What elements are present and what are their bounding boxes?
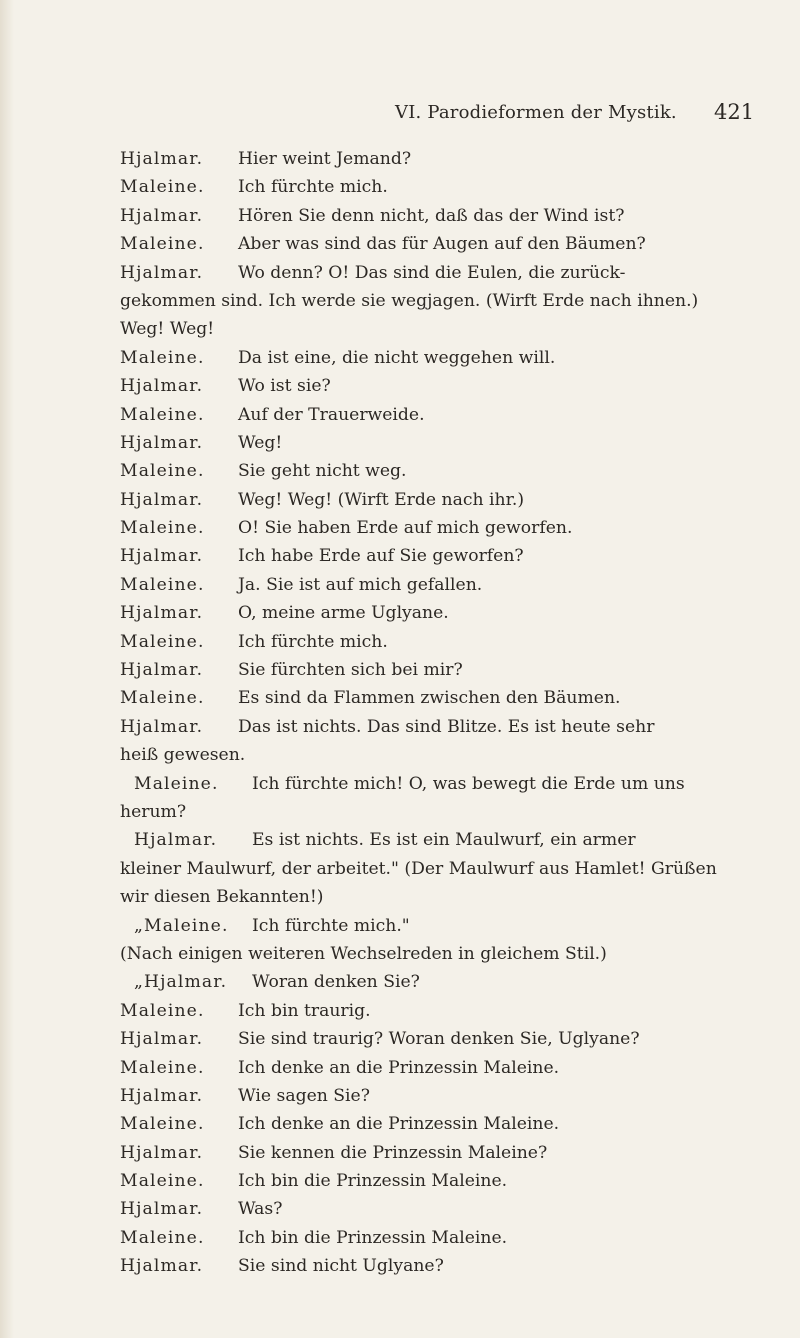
line-text: Ich bin traurig.	[238, 1000, 371, 1021]
running-head: VI. Parodieformen der Mystik.	[395, 102, 677, 123]
speaker-name: Hjalmar.	[120, 716, 204, 737]
speaker-name: Maleine.	[120, 347, 205, 368]
line-text: kleiner Maulwurf, der arbeitet." (Der Maulwurf aus Hamlet! Grüßen	[120, 858, 717, 879]
line-text: Ich habe Erde auf Sie geworfen?	[238, 546, 524, 567]
text-line	[120, 713, 720, 741]
text-line	[120, 770, 720, 798]
speaker-name: Hjalmar.	[120, 660, 204, 681]
speaker-name: Maleine.	[120, 404, 205, 425]
text-line	[120, 457, 720, 485]
speaker-name: Hjalmar.	[120, 1085, 204, 1106]
text-line	[120, 372, 720, 400]
line-text: O, meine arme Uglyane.	[238, 603, 449, 624]
text-line	[120, 571, 720, 599]
speaker-name: Maleine.	[120, 688, 205, 709]
speaker-name: Hjalmar.	[120, 603, 204, 624]
line-text: Was?	[238, 1199, 283, 1220]
line-text: Da ist eine, die nicht weggehen will.	[238, 347, 556, 368]
text-line	[120, 486, 720, 514]
line-text: Hier weint Jemand?	[238, 149, 412, 169]
speaker-name: „Maleine.	[134, 915, 229, 936]
text-line	[120, 514, 720, 542]
line-text: Auf der Trauerweide.	[238, 404, 425, 425]
speaker-name: Maleine.	[120, 1057, 205, 1078]
line-text: O! Sie haben Erde auf mich geworfen.	[238, 518, 573, 539]
speaker-name: Hjalmar.	[134, 830, 218, 851]
text-line	[120, 741, 720, 769]
line-text: herum?	[120, 801, 187, 822]
line-text: Ich bin die Prinzessin Maleine.	[238, 1171, 508, 1192]
line-text: Es ist nichts. Es ist ein Maulwurf, ein armer	[252, 830, 636, 851]
line-text: heiß gewesen.	[120, 745, 246, 766]
text-line	[120, 173, 720, 201]
text-line	[120, 1025, 720, 1053]
speaker-name: Hjalmar.	[120, 432, 204, 453]
line-text: Ich fürchte mich."	[252, 915, 410, 936]
line-text: Ja. Sie ist auf mich gefallen.	[238, 574, 483, 595]
speaker-name: Maleine.	[120, 1114, 205, 1135]
text-line	[120, 1167, 720, 1195]
text-line	[120, 855, 720, 883]
line-text: gekommen sind. Ich werde sie wegjagen. (Wirft Erde nach ihnen.)	[120, 290, 699, 311]
speaker-name: Maleine.	[120, 1171, 205, 1192]
page-edge-shadow	[0, 0, 14, 1338]
text-line	[120, 883, 720, 911]
text-line	[120, 997, 720, 1025]
speaker-name: Maleine.	[120, 234, 205, 255]
line-text: Sie fürchten sich bei mir?	[238, 660, 463, 681]
line-text: Sie sind traurig? Woran denken Sie, Uglyane?	[238, 1029, 640, 1050]
text-line	[120, 542, 720, 570]
line-text: Wo denn? O! Das sind die Eulen, die zurück-	[238, 262, 626, 283]
text-line	[120, 684, 720, 712]
line-text: Weg! Weg! (Wirft Erde nach ihr.)	[238, 489, 525, 510]
text-line	[120, 1054, 720, 1082]
line-text: Ich fürchte mich! O, was bewegt die Erde um uns	[252, 773, 685, 794]
speaker-name: Hjalmar.	[120, 1256, 204, 1277]
line-text: Sie geht nicht weg.	[238, 461, 407, 482]
speaker-name: Maleine.	[120, 574, 205, 595]
line-text: Hören Sie denn nicht, daß das der Wind ist?	[238, 205, 625, 226]
speaker-name: Hjalmar.	[120, 149, 204, 169]
text-line	[120, 259, 720, 287]
text-line	[120, 401, 720, 429]
line-text: Wie sagen Sie?	[238, 1085, 370, 1106]
page-header	[0, 100, 800, 132]
text-line	[120, 344, 720, 372]
speaker-name: Hjalmar.	[120, 376, 204, 397]
text-line	[120, 202, 720, 230]
line-text: Ich denke an die Prinzessin Maleine.	[238, 1057, 560, 1078]
text-line	[120, 968, 720, 996]
speaker-name: Hjalmar.	[120, 546, 204, 567]
text-line	[120, 1224, 720, 1252]
text-line	[120, 628, 720, 656]
speaker-name: Hjalmar.	[120, 205, 204, 226]
speaker-name: Maleine.	[120, 461, 205, 482]
speaker-name: Hjalmar.	[120, 1029, 204, 1050]
text-line	[120, 287, 720, 315]
speaker-name: „Hjalmar.	[134, 972, 228, 993]
speaker-name: Maleine.	[120, 1000, 205, 1021]
line-text: wir diesen Bekannten!)	[120, 887, 324, 908]
speaker-name: Maleine.	[120, 1227, 205, 1248]
text-line	[120, 145, 720, 173]
line-text: Ich fürchte mich.	[238, 631, 388, 652]
speaker-name: Maleine.	[120, 631, 205, 652]
line-text: Woran denken Sie?	[252, 972, 420, 993]
text-line	[120, 1139, 720, 1167]
page-number: 421	[714, 100, 755, 124]
speaker-name: Hjalmar.	[120, 262, 204, 283]
text-line	[120, 826, 720, 854]
line-text: Ich denke an die Prinzessin Maleine.	[238, 1114, 560, 1135]
speaker-name: Hjalmar.	[120, 1142, 204, 1163]
text-line	[120, 599, 720, 627]
line-text: Wo ist sie?	[238, 376, 331, 397]
text-line	[120, 1082, 720, 1110]
line-text: Sie kennen die Prinzessin Maleine?	[238, 1142, 548, 1163]
text-line	[120, 1195, 720, 1223]
text-line	[120, 912, 720, 940]
line-text: Ich fürchte mich.	[238, 177, 388, 198]
line-text: Ich bin die Prinzessin Maleine.	[238, 1227, 508, 1248]
text-line	[120, 315, 720, 343]
speaker-name: Hjalmar.	[120, 1199, 204, 1220]
line-text: (Nach einigen weiteren Wechselreden in gleichem Stil.)	[120, 943, 607, 964]
line-text: Es sind da Flammen zwischen den Bäumen.	[238, 688, 621, 709]
text-line	[120, 940, 720, 968]
text-line	[120, 1110, 720, 1138]
text-line	[120, 429, 720, 457]
text-line	[120, 656, 720, 684]
speaker-name: Maleine.	[120, 518, 205, 539]
line-text: Das ist nichts. Das sind Blitze. Es ist heute sehr	[238, 716, 655, 737]
line-text: Sie sind nicht Uglyane?	[238, 1256, 444, 1277]
line-text: Aber was sind das für Augen auf den Bäumen?	[238, 234, 646, 255]
dialogue-text	[120, 145, 720, 1281]
text-line	[120, 1252, 720, 1280]
text-line	[120, 230, 720, 258]
speaker-name: Hjalmar.	[120, 489, 204, 510]
line-text: Weg!	[238, 432, 283, 453]
text-line	[120, 798, 720, 826]
speaker-name: Maleine.	[120, 177, 205, 198]
speaker-name: Maleine.	[134, 773, 219, 794]
line-text: Weg! Weg!	[120, 319, 215, 340]
